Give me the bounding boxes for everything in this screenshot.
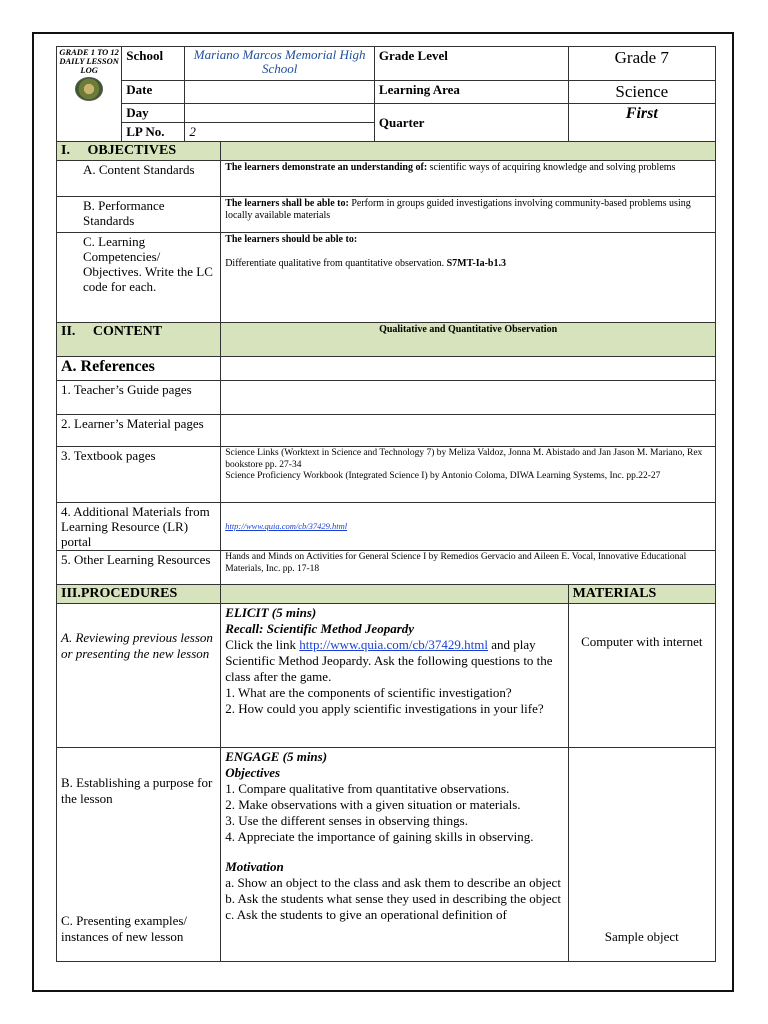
content-standards-text: scientific ways of acquiring knowledge and solving problems bbox=[427, 162, 676, 173]
dll-logo-cell bbox=[57, 47, 122, 142]
establishing-purpose-cell bbox=[57, 748, 221, 962]
learning-area-value: Science bbox=[568, 81, 715, 104]
grade-level-value: Grade 7 bbox=[568, 47, 715, 81]
engage-objective-3: 3. Use the different senses in observing things. bbox=[225, 813, 468, 828]
elicit-question-1: 1. What are the components of scientific investigation? bbox=[225, 685, 512, 700]
elicit-instructions bbox=[225, 637, 563, 685]
quarter-value: First bbox=[568, 104, 715, 142]
elicit-text-2: and play Scientific Method Jeopardy. Ask the following questions to the class after the game. bbox=[225, 637, 553, 684]
motivation-step-a: a. Show an object to the class and ask them to describe an object bbox=[225, 875, 561, 890]
elicit-subtitle: Recall: Scientific Method Jeopardy bbox=[225, 621, 415, 636]
date-label: Date bbox=[122, 81, 185, 104]
engage-activity bbox=[221, 748, 568, 962]
textbook-pages-value bbox=[221, 447, 716, 503]
learners-material-label: 2. Learner’s Material pages bbox=[57, 415, 221, 447]
objectives-heading-fill bbox=[221, 142, 716, 161]
elicit-material: Computer with internet bbox=[568, 604, 715, 748]
references-heading-fill bbox=[221, 357, 716, 381]
lp-number-label: LP No. bbox=[122, 123, 185, 142]
learning-area-label: Learning Area bbox=[374, 81, 568, 104]
learning-competencies-text: Differentiate qualitative from quantitative observation. bbox=[225, 258, 447, 269]
date-value bbox=[185, 81, 374, 104]
additional-materials-label: 4. Additional Materials from Learning Resource (LR) portal bbox=[57, 503, 221, 551]
content-standards-lead: The learners demonstrate an understanding of: bbox=[225, 162, 428, 173]
school-name: Mariano Marcos Memorial High School bbox=[185, 47, 374, 81]
textbook-reference-2: Science Proficiency Workbook (Integrated Science I) by Antonio Coloma, DIWA Learning Systems, Inc. pp.22-27 bbox=[225, 471, 661, 481]
content-value: Qualitative and Quantitative Observation bbox=[221, 323, 716, 357]
motivation-step-c: c. Ask the students to give an operational definition of bbox=[225, 907, 507, 922]
learners-material-value bbox=[221, 415, 716, 447]
deped-seal-icon bbox=[75, 77, 103, 101]
learning-competencies-value bbox=[221, 233, 716, 323]
engage-objective-1: 1. Compare qualitative from quantitative observations. bbox=[225, 781, 510, 796]
learning-competencies-lead: The learners should be able to: bbox=[225, 234, 358, 245]
reviewing-lesson-label: A. Reviewing previous lesson or presenting the new lesson bbox=[57, 604, 221, 748]
other-resources-value: Hands and Minds on Activities for General Science I by Remedios Gervacio and Aileen E. Vocal, Innovative Educational Materials, Inc. pp. 17-18 bbox=[221, 551, 716, 585]
learning-competency-code: S7MT-Ia-b1.3 bbox=[446, 258, 506, 269]
lr-portal-link[interactable]: http://www.quia.com/cb/37429.html bbox=[225, 521, 348, 531]
elicit-text-1: Click the link bbox=[225, 637, 300, 652]
procedures-heading-fill bbox=[221, 585, 568, 604]
references-heading: A. References bbox=[57, 357, 221, 381]
engage-objective-4: 4. Appreciate the importance of gaining skills in observing. bbox=[225, 829, 534, 844]
motivation-title: Motivation bbox=[225, 859, 284, 874]
elicit-activity bbox=[221, 604, 568, 748]
school-label: School bbox=[122, 47, 185, 81]
engage-title: ENGAGE (5 mins) bbox=[225, 749, 328, 764]
day-value bbox=[185, 104, 374, 123]
performance-standards-lead: The learners shall be able to: bbox=[225, 198, 349, 209]
day-label: Day bbox=[122, 104, 185, 123]
engage-objectives-title: Objectives bbox=[225, 765, 281, 780]
procedures-heading: III.PROCEDURES bbox=[57, 585, 221, 604]
motivation-step-b: b. Ask the students what sense they used in describing the object bbox=[225, 891, 561, 906]
teachers-guide-value bbox=[221, 381, 716, 415]
lesson-log-table bbox=[56, 46, 716, 962]
content-standards-value bbox=[221, 161, 716, 197]
additional-materials-value bbox=[221, 503, 716, 551]
lp-number-value: 2 bbox=[185, 123, 374, 142]
elicit-title: ELICIT (5 mins) bbox=[225, 605, 317, 620]
content-heading: II. CONTENT bbox=[57, 323, 221, 357]
performance-standards-text: Perform in groups guided investigations involving community-based problems using locally available materials bbox=[225, 198, 691, 221]
grade-level-label: Grade Level bbox=[374, 47, 568, 81]
other-resources-label: 5. Other Learning Resources bbox=[57, 551, 221, 585]
engage-objective-2: 2. Make observations with a given situation or materials. bbox=[225, 797, 521, 812]
dll-logo-text: GRADE 1 TO 12 DAILY LESSON LOG bbox=[59, 47, 119, 75]
establishing-purpose-label: B. Establishing a purpose for the lesson bbox=[61, 775, 213, 806]
quarter-label: Quarter bbox=[374, 104, 568, 142]
materials-heading: MATERIALS bbox=[568, 585, 715, 604]
performance-standards-label: B. Performance Standards bbox=[57, 197, 221, 233]
presenting-examples-label: C. Presenting examples/ instances of new lesson bbox=[61, 913, 188, 944]
learning-competencies-label: C. Learning Competencies/ Objectives. Write the LC code for each. bbox=[57, 233, 221, 323]
objectives-heading: I. OBJECTIVES bbox=[57, 142, 221, 161]
textbook-pages-label: 3. Textbook pages bbox=[57, 447, 221, 503]
teachers-guide-label: 1. Teacher’s Guide pages bbox=[57, 381, 221, 415]
performance-standards-value bbox=[221, 197, 716, 233]
jeopardy-link[interactable]: http://www.quia.com/cb/37429.html bbox=[299, 637, 488, 652]
elicit-question-2: 2. How could you apply scientific investigations in your life? bbox=[225, 701, 544, 716]
engage-material: Sample object bbox=[568, 748, 715, 962]
content-standards-label: A. Content Standards bbox=[57, 161, 221, 197]
textbook-reference-1: Science Links (Worktext in Science and Technology 7) by Meliza Valdoz, Jonna M. Abistado and Jan Jason M. Mariano, Rex bookstore pp. 27-34 bbox=[225, 448, 703, 470]
